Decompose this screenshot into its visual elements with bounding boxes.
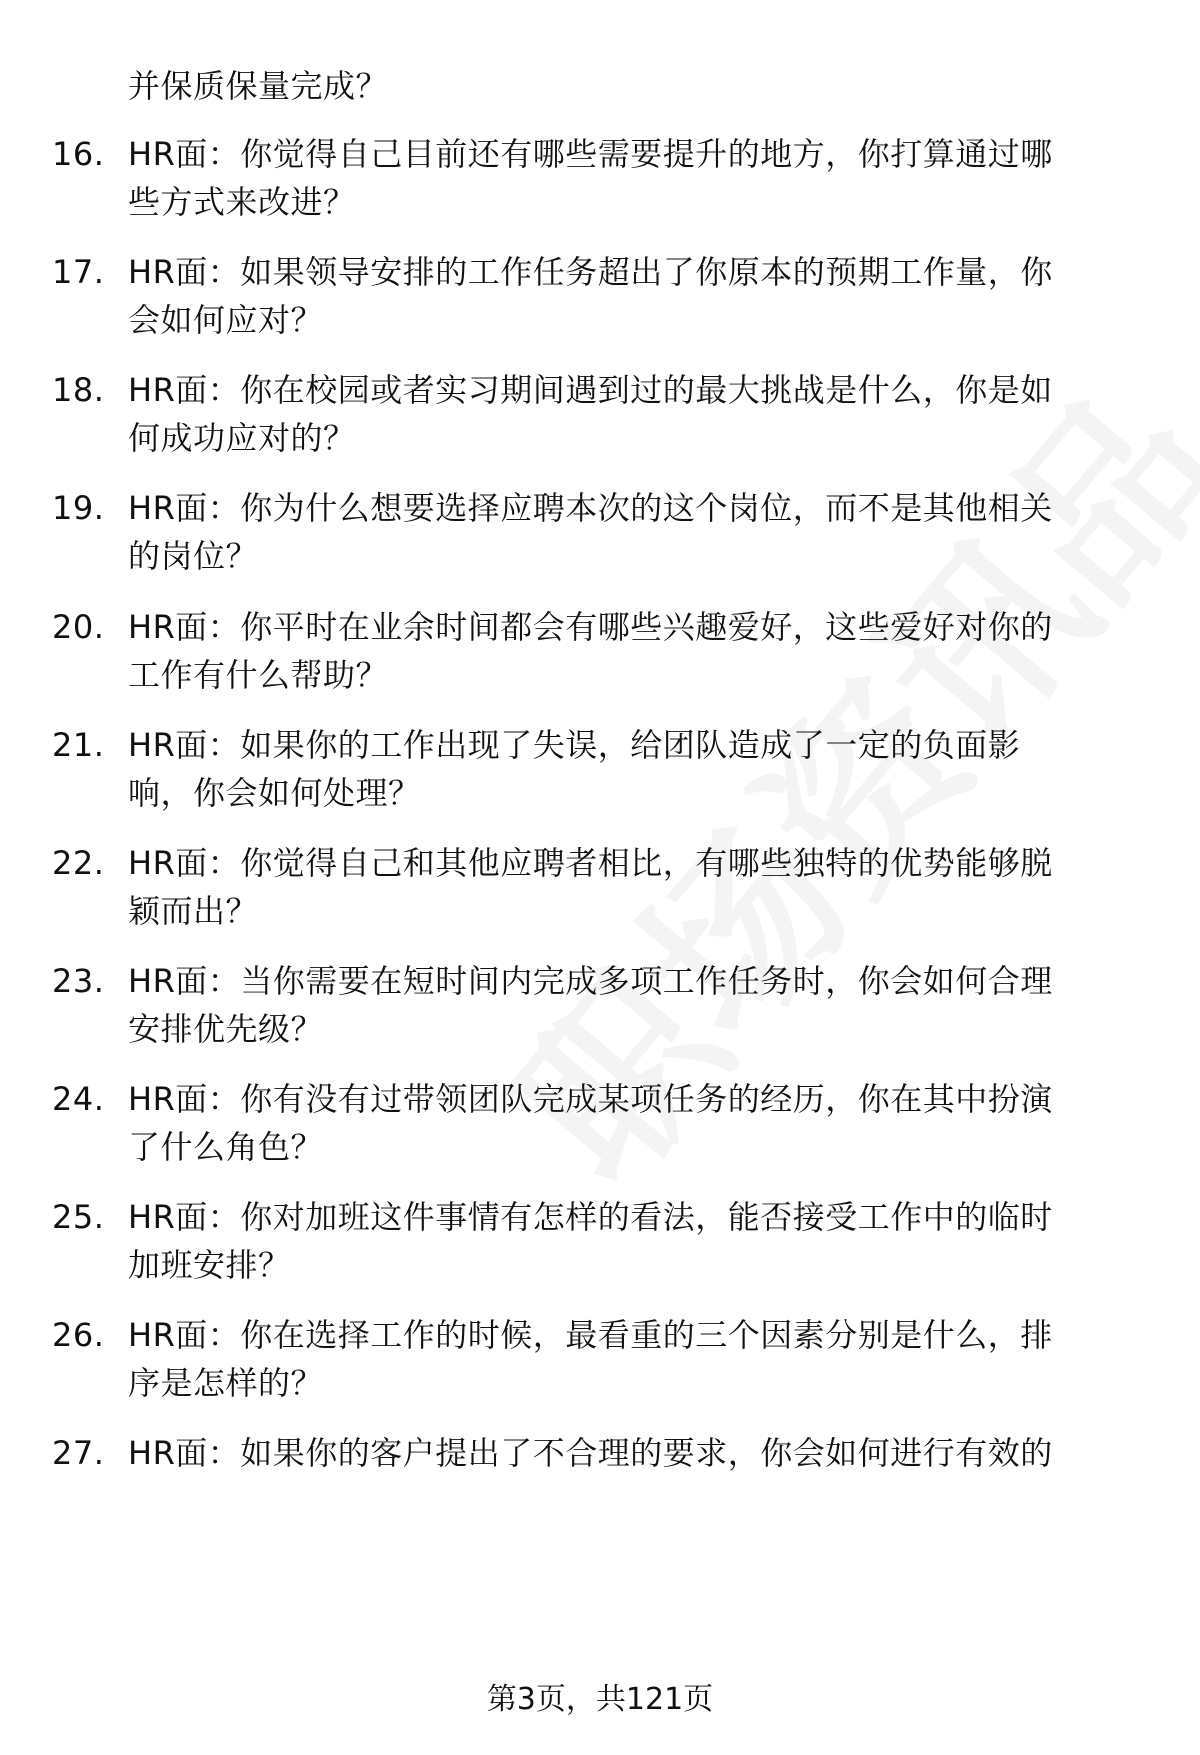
item-text-line: 序是怎样的？	[128, 1364, 324, 1402]
item-text-line: 何成功应对的？	[128, 419, 356, 457]
item-text-line: HR面：你觉得自己和其他应聘者相比，有哪些独特的优势能够脱	[128, 844, 1053, 882]
item-text-line: HR面：你对加班这件事情有怎样的看法，能否接受工作中的临时	[128, 1198, 1053, 1236]
item-text	[128, 957, 1158, 1053]
item-text-line: HR面：你有没有过带领团队完成某项任务的经历，你在其中扮演	[128, 1080, 1053, 1118]
item-text-line: 的岗位？	[128, 537, 259, 575]
item-number: 27.	[52, 1434, 105, 1472]
item-text-line: HR面：你觉得自己目前还有哪些需要提升的地方，你打算通过哪	[128, 135, 1053, 173]
item-number: 23.	[52, 962, 105, 1000]
item-text	[128, 1311, 1158, 1407]
item-text-line: 响，你会如何处理？	[128, 774, 421, 812]
item-text	[128, 603, 1158, 699]
item-text-line: HR面：如果你的工作出现了失误，给团队造成了一定的负面影	[128, 726, 1021, 764]
item-number: 20.	[52, 608, 105, 646]
item-text-line: 了什么角色？	[128, 1128, 324, 1166]
item-text	[128, 839, 1158, 935]
item-text	[128, 484, 1158, 580]
item-text-line: HR面：你在选择工作的时候，最看重的三个因素分别是什么，排	[128, 1316, 1053, 1354]
item-text-line: HR面：你平时在业余时间都会有哪些兴趣爱好，这些爱好对你的	[128, 608, 1053, 646]
item-text-line: HR面：当你需要在短时间内完成多项工作任务时，你会如何合理	[128, 962, 1053, 1000]
item-text	[128, 1193, 1158, 1289]
item-number: 17.	[52, 253, 105, 291]
item-text-line: HR面：如果领导安排的工作任务超出了你原本的预期工作量，你	[128, 253, 1053, 291]
item-text-line: 工作有什么帮助？	[128, 656, 389, 694]
item-text	[128, 130, 1158, 226]
item-number: 22.	[52, 844, 105, 882]
item-text-line: HR面：如果你的客户提出了不合理的要求，你会如何进行有效的	[128, 1434, 1053, 1472]
item-number: 16.	[52, 135, 105, 173]
item-text-line: 颖而出？	[128, 892, 259, 930]
item-text	[128, 1075, 1158, 1171]
item-number: 25.	[52, 1198, 105, 1236]
item-text	[128, 721, 1158, 817]
item-number: 21.	[52, 726, 105, 764]
item-text-line: 些方式来改进？	[128, 183, 356, 221]
item-text	[128, 366, 1158, 462]
item-text	[128, 248, 1158, 344]
item-text	[128, 1429, 1158, 1477]
item-number: 26.	[52, 1316, 105, 1354]
item-text-line: HR面：你在校园或者实习期间遇到过的最大挑战是什么，你是如	[128, 371, 1053, 409]
item-text-line: 加班安排？	[128, 1246, 291, 1284]
page-footer: 第3页，共121页	[486, 1682, 714, 1717]
item-text-line: 安排优先级？	[128, 1010, 324, 1048]
item-text-line: HR面：你为什么想要选择应聘本次的这个岗位，而不是其他相关	[128, 489, 1053, 527]
item-text-line: 会如何应对？	[128, 301, 324, 339]
item-number: 18.	[52, 371, 105, 409]
item-number: 19.	[52, 489, 105, 527]
item-number: 24.	[52, 1080, 105, 1118]
continuation-line: 并保质保量完成？	[128, 67, 389, 105]
